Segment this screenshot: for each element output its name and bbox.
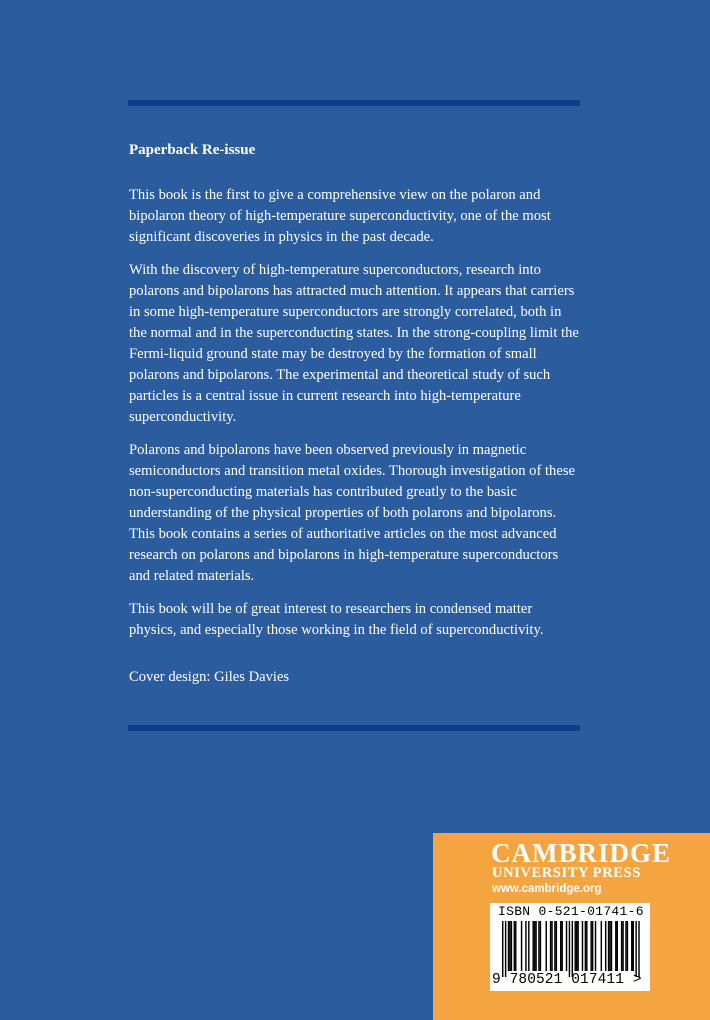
barcode-bar	[638, 921, 639, 977]
barcode-bar	[569, 921, 570, 977]
barcode-bar	[528, 921, 529, 971]
barcode-bar	[508, 921, 509, 971]
back-cover-blurb	[129, 140, 581, 700]
barcode-bar	[627, 921, 628, 971]
barcode-bar	[525, 921, 526, 971]
barcode-box	[490, 903, 650, 991]
cover-design-credit: Cover design: Giles Davies	[129, 669, 290, 685]
barcode-bar	[515, 921, 516, 971]
barcode-bar	[514, 921, 515, 971]
blurb-paragraph-1: This book is the first to give a comprehensive view on the polaron and bipolaron theory of high-temperature superconductivity, one of the most significant discoveries in physics in the past decade.	[129, 187, 551, 245]
barcode-bar	[534, 921, 535, 971]
barcode-bar	[511, 921, 512, 971]
barcode-bar	[550, 921, 551, 971]
barcode-bar	[590, 921, 591, 971]
barcode-bar	[631, 921, 632, 971]
barcode-bar	[560, 921, 561, 971]
barcode-bar	[622, 921, 623, 971]
barcode-bar	[505, 921, 506, 977]
barcode-bar	[635, 921, 636, 977]
bottom-rule	[128, 725, 580, 731]
publisher-panel	[433, 833, 710, 1020]
barcode-bar	[556, 921, 557, 971]
barcode-bar	[521, 921, 522, 971]
barcode-bar	[577, 921, 578, 971]
barcode-bar	[551, 921, 552, 971]
barcode-bar	[617, 921, 618, 971]
barcode-bar	[509, 921, 510, 971]
barcode-bar	[592, 921, 593, 971]
barcode-bar	[621, 921, 622, 971]
blurb-paragraph-3: Polarons and bipolarons have been observed previously in magnetic semiconductors and transition metal oxides. Thorough investigation of these non-superconducting materials has contributed greatly to the basic understanding of the physical properties of both polarons and bipolarons. This book contains a series of authoritative articles on the most advanced research on polarons and bipolarons in high-temperature superconductors and related materials.	[129, 442, 575, 584]
barcode-bar	[601, 921, 602, 971]
barcode-bar	[575, 921, 576, 971]
barcode-bar	[611, 921, 612, 971]
reissue-heading: Paperback Re-issue	[129, 142, 256, 158]
barcode-bar	[586, 921, 587, 971]
publisher-logo-subname: UNIVERSITY PRESS	[492, 865, 641, 881]
top-rule	[128, 100, 580, 106]
barcode-bar	[561, 921, 562, 971]
barcode-bar	[605, 921, 606, 971]
barcode-bar	[608, 921, 609, 971]
barcode-bar	[625, 921, 626, 971]
publisher-url: www.cambridge.org	[492, 883, 602, 895]
isbn-label: ISBN 0-521-01741-6	[498, 904, 644, 919]
barcode-bar	[633, 921, 634, 971]
barcode-bar	[582, 921, 583, 971]
barcode-bar	[576, 921, 577, 971]
barcode-bar	[538, 921, 539, 971]
barcode-bar	[566, 921, 567, 971]
barcode-bar	[595, 921, 596, 971]
barcode-bar	[585, 921, 586, 971]
ean-digits: 9 780521 017411 >	[492, 972, 642, 988]
barcode-bar	[609, 921, 610, 971]
barcode-bar	[554, 921, 555, 971]
barcode-bar	[502, 921, 503, 977]
barcode-bar	[572, 921, 573, 977]
barcode-bar	[615, 921, 616, 971]
blurb-paragraph-4: This book will be of great interest to researchers in condensed matter physics, and especially those working in the field of superconductivity.	[129, 601, 544, 638]
barcode-bar	[540, 921, 541, 971]
blurb-paragraph-2: With the discovery of high-temperature superconductors, research into polarons and bipolarons has attracted much attention. It appears that carriers in some high-temperature superconductors are strongly correlated, both in the normal and in the superconducting states. In the strong-coupling limit the Fermi-liquid ground state may be destroyed by the formation of small polarons and bipolarons. The experimental and theoretical study of such particles is a central issue in current research into high-temperature superconductivity.	[129, 262, 579, 425]
barcode-bar	[546, 921, 547, 971]
barcode-bar	[535, 921, 536, 971]
publisher-logo-name: CAMBRIDGE	[491, 838, 672, 868]
barcode-bar	[532, 921, 533, 971]
